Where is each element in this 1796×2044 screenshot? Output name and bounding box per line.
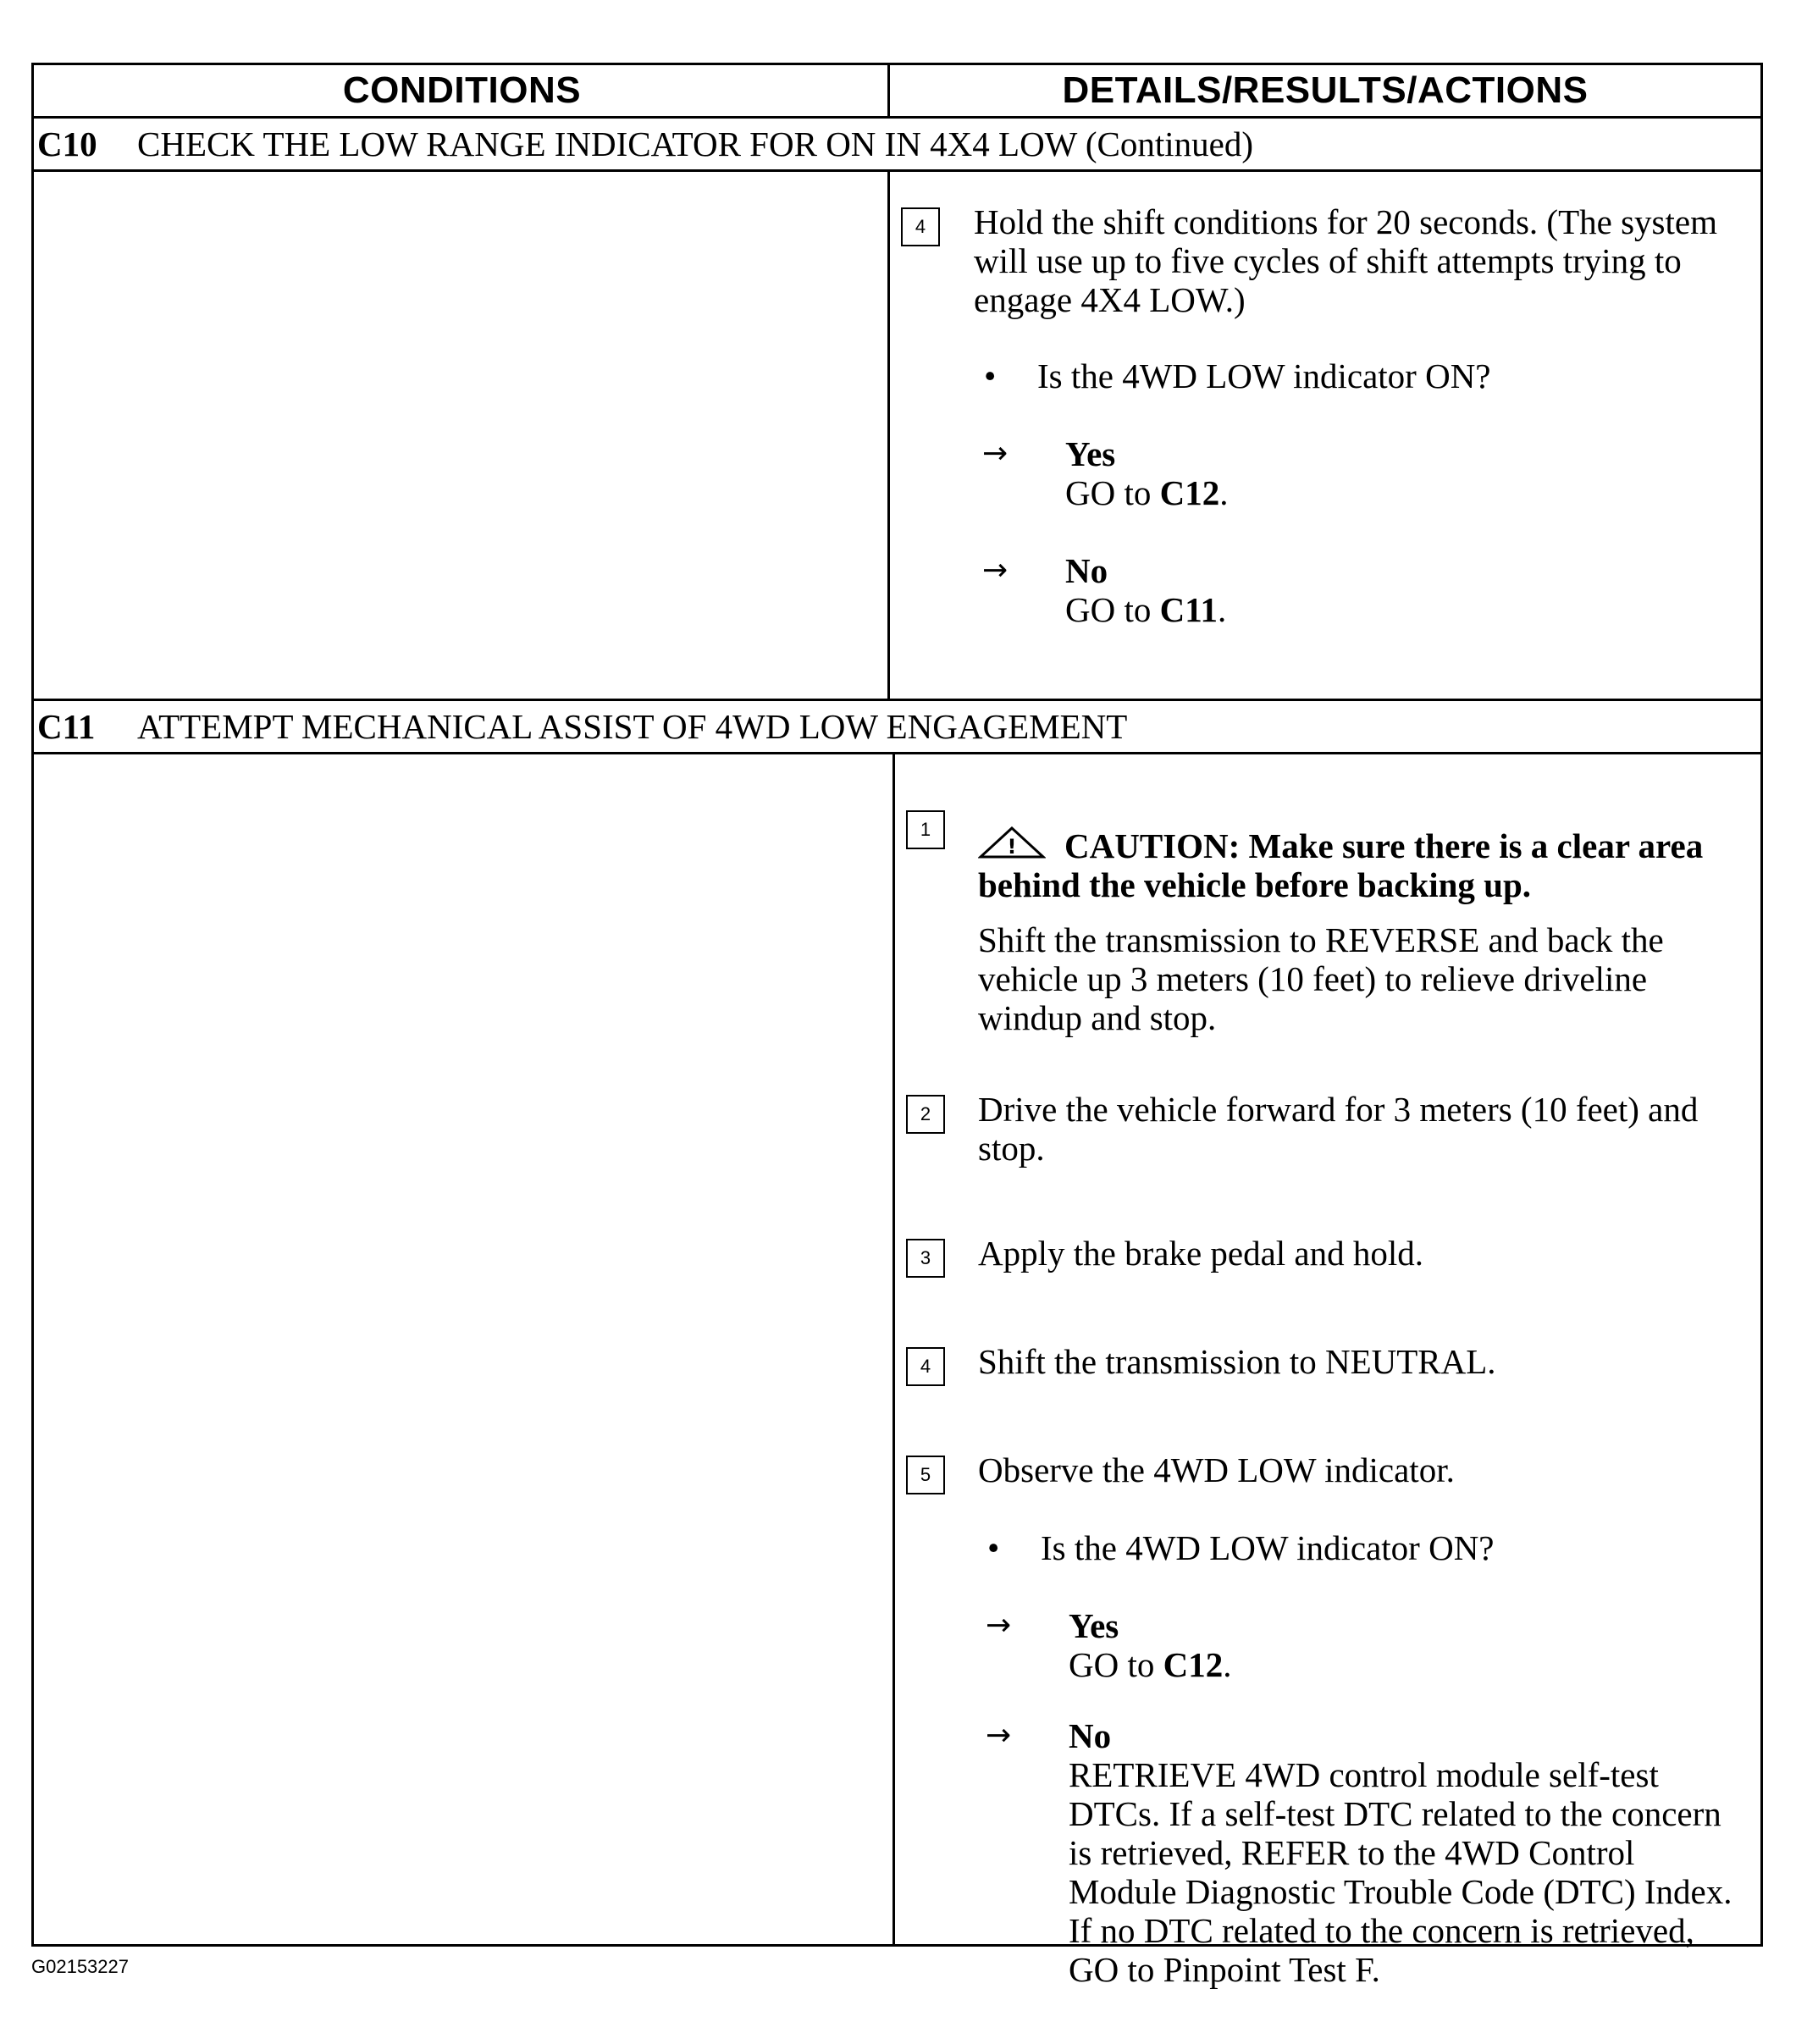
warning-triangle-icon: [978, 826, 1046, 859]
bullet-icon: •: [984, 356, 997, 395]
bullet-icon: •: [987, 1528, 1000, 1567]
go-to-target: C12: [1159, 473, 1220, 512]
no-label: No: [1069, 1716, 1112, 1755]
step-number-box: 3: [906, 1239, 945, 1278]
svg-text:!: !: [1007, 835, 1017, 859]
yes-action: GO to C12.: [1069, 1645, 1232, 1684]
arrow-right-icon: →: [986, 1718, 1012, 1753]
no-label: No: [1065, 551, 1108, 590]
step-text: Apply the brake pedal and hold.: [978, 1234, 1424, 1273]
step-text: Observe the 4WD LOW indicator.: [978, 1450, 1455, 1489]
no-action: RETRIEVE 4WD control module self-test DTCs. If a self-test DTC related to the concern is retrieved, REFER to the 4WD Control Module Diagnostic Trouble Code (DTC) Index. If no DTC related to the concern is retrieved, GO to Pinpoint Test F.: [1069, 1755, 1732, 1989]
header-details: DETAILS/RESULTS/ACTIONS: [1062, 69, 1589, 111]
section-c10-id: C10: [37, 124, 97, 163]
arrow-right-icon: →: [982, 436, 1009, 471]
question-text: Is the 4WD LOW indicator ON?: [1041, 1528, 1495, 1567]
go-to-text: GO to: [1069, 1645, 1163, 1684]
step-text: Hold the shift conditions for 20 seconds. (The system will use up to five cycles of shift attempts trying to engage 4X4 LOW.): [974, 202, 1717, 319]
step-text: Drive the vehicle forward for 3 meters (10 feet) and stop.: [978, 1090, 1699, 1168]
section-c10-heading: CHECK THE LOW RANGE INDICATOR FOR ON IN 4X4 LOW (Continued): [137, 124, 1254, 163]
step-number-box: 1: [906, 810, 945, 849]
step-number-box: 5: [906, 1456, 945, 1494]
arrow-right-icon: →: [982, 553, 1009, 588]
yes-label: Yes: [1065, 434, 1116, 473]
step-number-box: 4: [901, 207, 940, 246]
column-divider: [892, 754, 895, 1944]
rule: [34, 752, 1760, 754]
go-to-target: C11: [1159, 590, 1218, 629]
step-text: Shift the transmission to REVERSE and back the vehicle up 3 meters (10 feet) to relieve driveline windup and stop.: [978, 920, 1664, 1037]
caution-text: ! CAUTION: Make sure there is a clear area behind the vehicle before backing up.: [978, 826, 1704, 904]
yes-label: Yes: [1069, 1606, 1119, 1645]
section-c11-id: C11: [37, 707, 96, 746]
step-number-box: 4: [906, 1347, 945, 1386]
go-to-text: GO to: [1065, 590, 1160, 629]
header-conditions: CONDITIONS: [342, 69, 582, 111]
go-to-text: GO to: [1065, 473, 1160, 512]
rule: [34, 169, 1760, 172]
step-number-box: 2: [906, 1095, 945, 1134]
yes-action: GO to C12.: [1065, 473, 1229, 512]
arrow-right-icon: →: [986, 1608, 1012, 1643]
section-c11-heading: ATTEMPT MECHANICAL ASSIST OF 4WD LOW ENGAGEMENT: [137, 707, 1128, 746]
header-divider: [887, 65, 890, 116]
section-c10-title: [34, 119, 1760, 169]
go-to-target: C12: [1163, 1645, 1224, 1684]
section-c11-title: [34, 701, 1760, 752]
question-text: Is the 4WD LOW indicator ON?: [1037, 356, 1491, 395]
column-divider: [887, 172, 890, 699]
figure-id: G02153227: [31, 1956, 129, 1977]
step-text: Shift the transmission to NEUTRAL.: [978, 1342, 1496, 1381]
no-action: GO to C11.: [1065, 590, 1227, 629]
